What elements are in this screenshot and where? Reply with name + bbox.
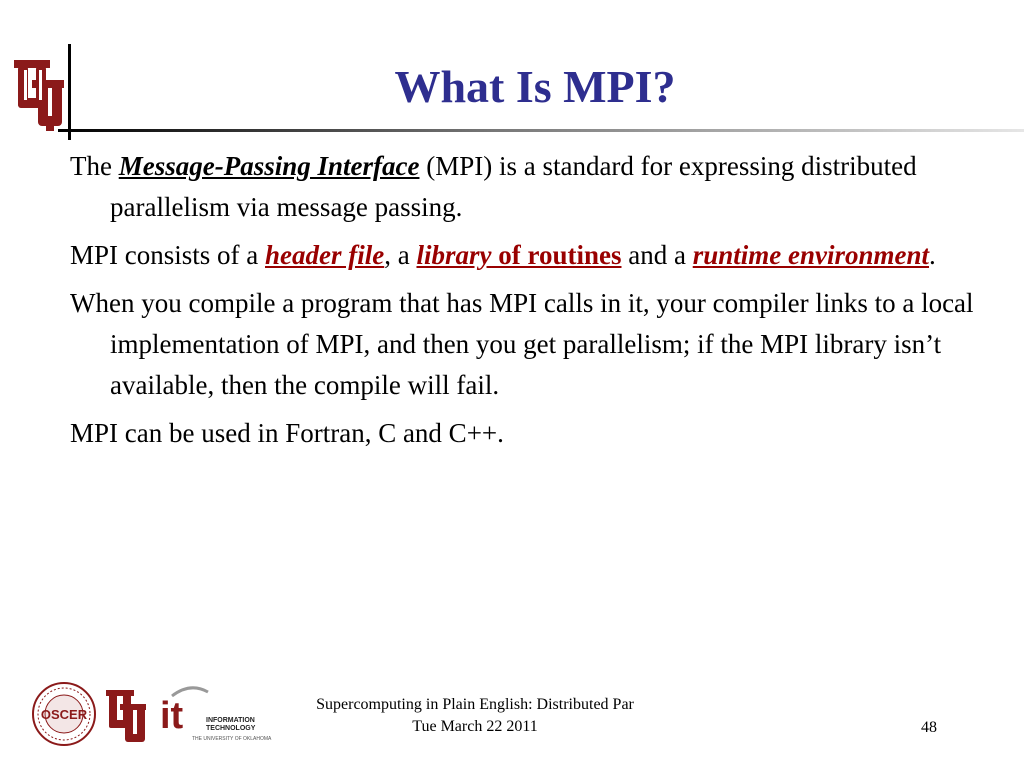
footer-course-title: Supercomputing in Plain English: Distributed Par [316,696,634,713]
footer-text [250,694,700,738]
header-horizontal-rule [58,129,1024,132]
oscer-seal-icon [33,683,95,745]
slide-title: What Is MPI? [394,61,676,112]
link-runtime-environment[interactable]: runtime environment [692,240,930,270]
paragraph-4: MPI can be used in Fortran, C and C++. [70,418,504,448]
paragraph-2 [70,235,980,276]
page-number: 48 [921,719,937,736]
p2-mid2: and a [621,240,693,270]
link-library[interactable]: library [416,240,492,270]
term-message-passing-interface: Message-Passing Interface [118,151,420,181]
paragraph-1 [70,146,980,228]
p2-mid1: , a [384,240,417,270]
footer-date: Tue March 22 2011 [412,718,538,735]
p2-post: . [929,240,936,270]
link-header-file[interactable]: header file [265,240,385,270]
link-of-routines[interactable]: of routines [491,240,622,270]
paragraph-3: When you compile a program that has MPI calls in it, your compiler links to a local implementation of MPI, and then you get parallelism; if the MPI library isn’t available, then the compile will fail. [70,288,974,400]
svg-text:THE UNIVERSITY OF OKLAHOMA: THE UNIVERSITY OF OKLAHOMA [192,736,272,742]
p2-pre: MPI consists of a [70,240,265,270]
svg-text:it: it [160,695,184,737]
p1-post: (MPI) is a standard for expressing distributed parallelism via message passing. [110,151,917,222]
svg-text:INFORMATION: INFORMATION [206,717,255,724]
slide-body [70,146,980,461]
svg-text:OSCER: OSCER [40,707,88,722]
ou-footer-logo-icon [106,690,146,742]
p1-pre: The [70,151,119,181]
svg-text:TECHNOLOGY: TECHNOLOGY [206,725,256,732]
